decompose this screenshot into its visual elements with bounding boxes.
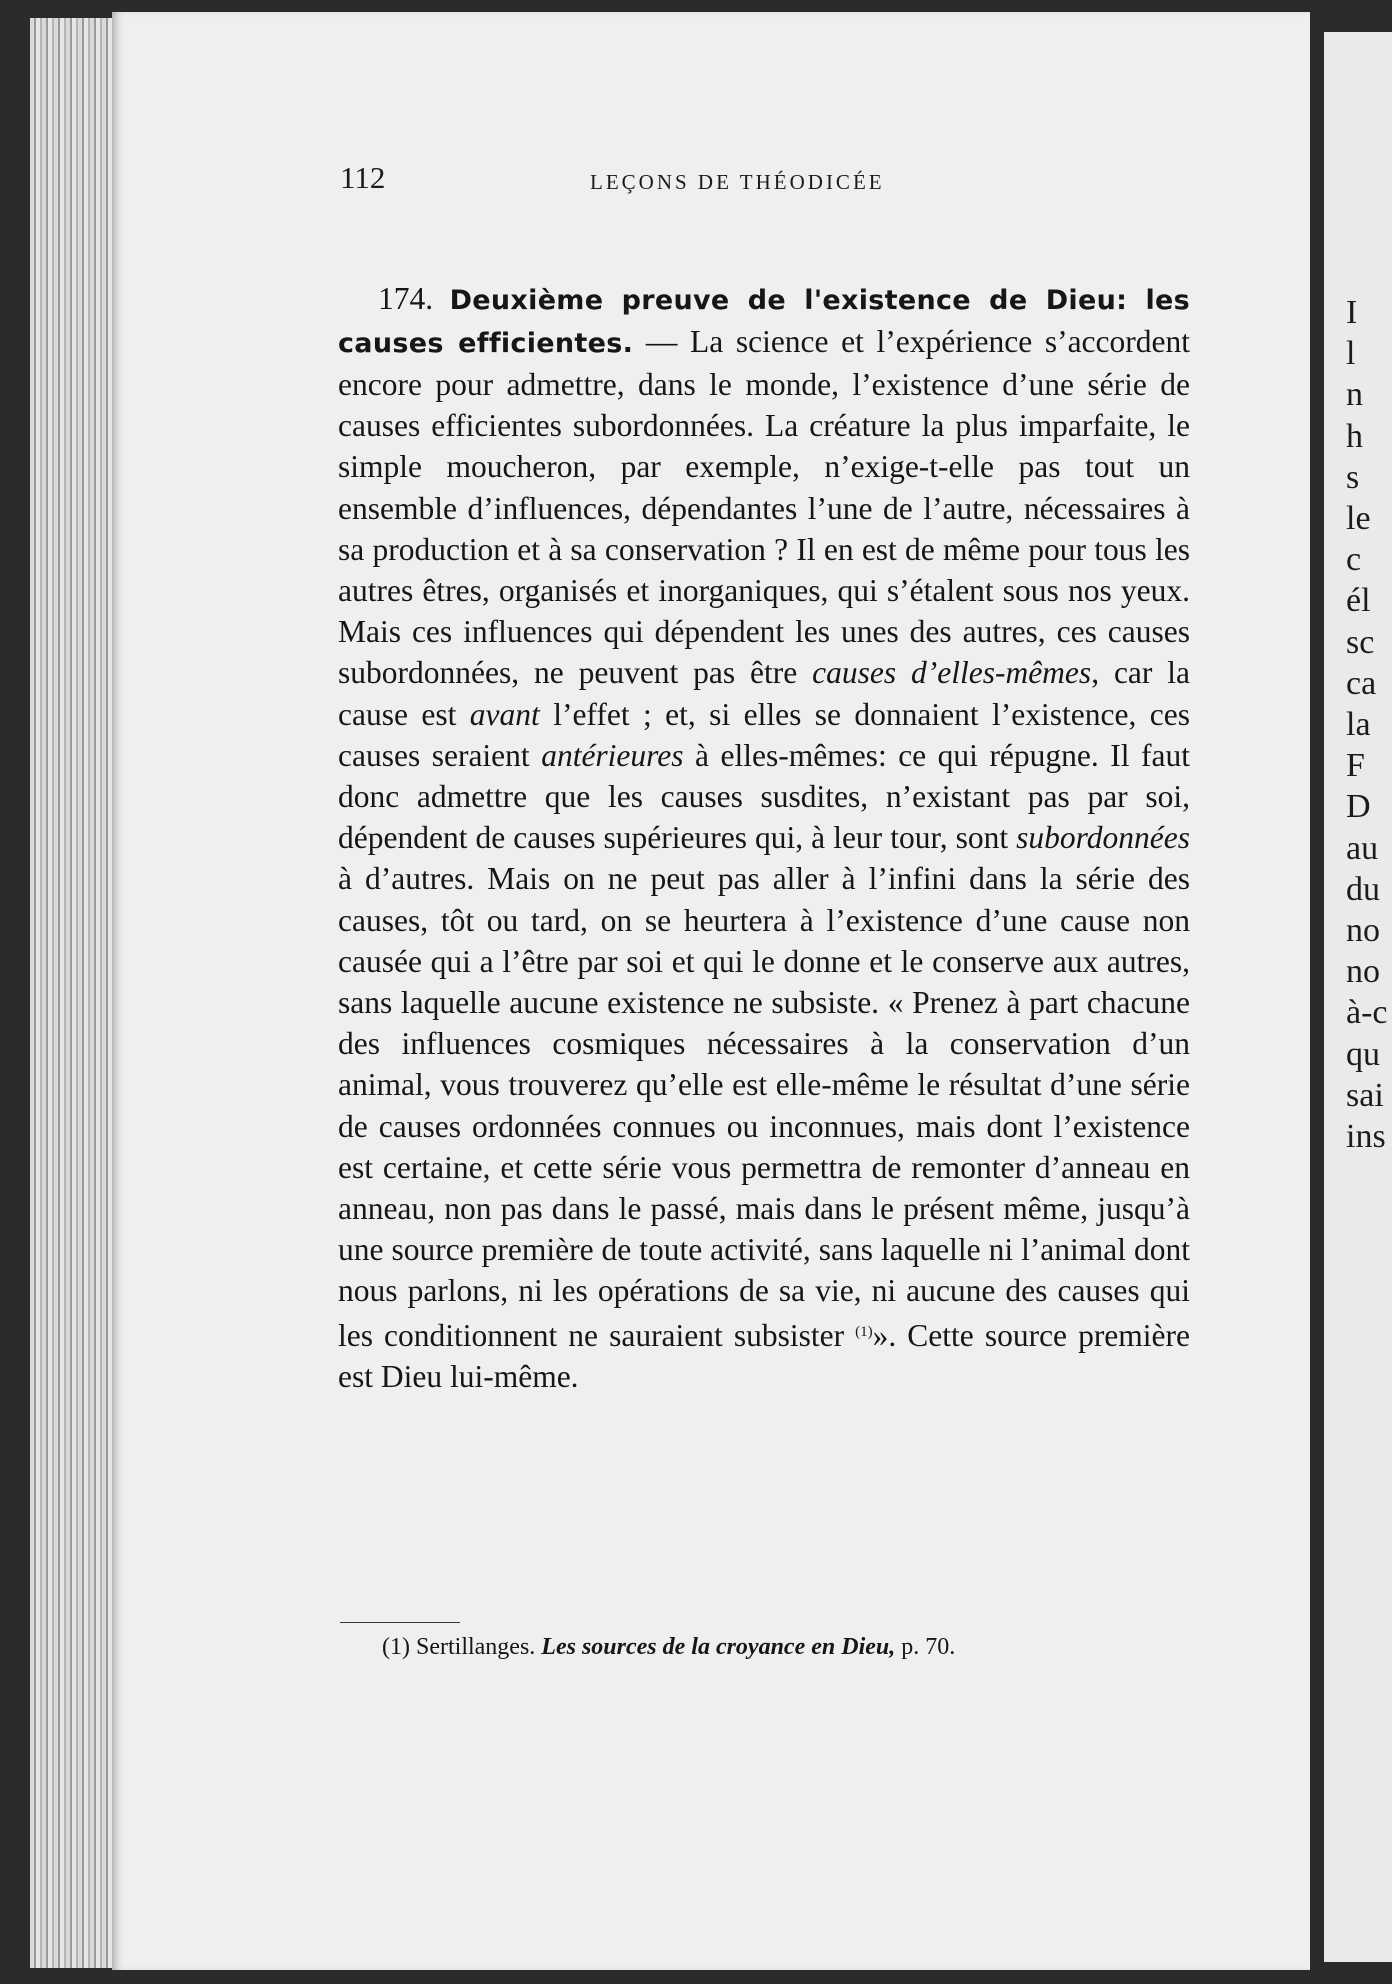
body-text-segment: — La science et l’expérience s’accordent encore pour admettre, dans le monde, l’existence d’une série de causes efficientes subordonnées. La créature la plus imparfaite, le simple moucheron, par exemple, n’exige-t-elle pas tout un ensemble d’influences, dépendantes l’une de l’autre, nécessaires à sa production et à sa conservation ? Il en est de même pour tous les autres êtres, organisés et inorganiques, qui s’étalent sous nos yeux. Mais ces influences qui dépendent les unes des autres, ces causes subordonnées, ne peuvent pas être: [338, 323, 1190, 691]
facing-line: D: [1346, 788, 1371, 826]
facing-line: au: [1346, 829, 1379, 867]
footnote-page: p. 70.: [901, 1634, 956, 1660]
facing-line: h: [1346, 417, 1363, 455]
facing-page: [1324, 32, 1392, 1962]
facing-line: F: [1346, 747, 1365, 785]
facing-line: n: [1346, 376, 1363, 414]
footnote-reference: (1): [855, 1323, 873, 1340]
section-paragraph: [338, 278, 1190, 1397]
facing-line: I: [1346, 294, 1358, 331]
page-number: 112: [340, 160, 386, 195]
body-text-segment: l’effet ; et, si elles se donnaient l’existence, ces causes seraient: [338, 696, 1190, 773]
facing-line: c: [1346, 541, 1362, 579]
facing-line: ca: [1346, 664, 1377, 702]
facing-line: no: [1346, 912, 1380, 950]
facing-line: ins: [1346, 1118, 1386, 1156]
facing-line: sc: [1346, 623, 1375, 661]
facing-line: s: [1346, 458, 1360, 496]
body-text-segment: à elles-mêmes: ce qui répugne. Il faut donc admettre que les causes susdites, n’existant pas par soi, dépendent de causes supérieures qui, à leur tour, sont: [338, 737, 1190, 856]
facing-line: le: [1346, 500, 1371, 538]
footnote: [382, 1634, 1202, 1661]
footnote-marker: (1): [382, 1634, 410, 1660]
emphasis: subordonnées: [1016, 820, 1190, 856]
footnote-author: Sertillanges.: [415, 1634, 536, 1660]
emphasis: avant: [469, 696, 540, 732]
book-gutter: [1310, 12, 1324, 1972]
page-edges: [30, 18, 120, 1968]
facing-line: qu: [1346, 1035, 1380, 1073]
running-title: LEÇONS DE THÉODICÉE: [590, 170, 885, 194]
body-text-segment: ». Cette source première est Dieu lui-même.: [338, 1317, 1190, 1394]
facing-line: sai: [1346, 1076, 1384, 1114]
body-text-segment: , car la cause est: [338, 655, 1191, 732]
facing-line: él: [1346, 582, 1371, 620]
section-number: 174.: [378, 280, 434, 316]
facing-line: la: [1346, 706, 1371, 744]
emphasis: causes d’elles-mêmes: [812, 655, 1092, 691]
facing-line: no: [1346, 953, 1380, 991]
facing-line: à-c: [1346, 994, 1388, 1032]
facing-line: l: [1346, 335, 1356, 373]
facing-line: du: [1346, 870, 1380, 908]
footnote-title: Les sources de la croyance en Dieu,: [541, 1634, 896, 1660]
section-heading: Deuxième preuve de l'existence de Dieu: les causes efficientes.: [338, 284, 1191, 359]
emphasis: antérieures: [541, 737, 684, 773]
footnote-rule: [340, 1622, 460, 1623]
body-text-segment: à d’autres. Mais on ne peut pas aller à l’infini dans la série des causes, tôt ou tard, on se heurtera à l’existence d’une cause non causée qui a l’être par soi et qui le donne et le conserve aux autres, sans laquelle aucune existence ne subsiste. « Prenez à part chacune des influences cosmiques nécessaires à la conservation d’un animal, vous trouverez qu’elle est elle-même le résultat d’une série de causes ordonnées connues ou inconnues, mais dont l’existence est certaine, et cette série vous permettra de remonter d’anneau en anneau, non pas dans le passé, mais dans le présent même, jusqu’à une source première de toute activité, sans laquelle ni l’animal dont nous parlons, ni les opérations de sa vie, ni aucune des causes qui les conditionnent ne sauraient subsister: [338, 861, 1190, 1353]
page-header: [340, 160, 942, 200]
